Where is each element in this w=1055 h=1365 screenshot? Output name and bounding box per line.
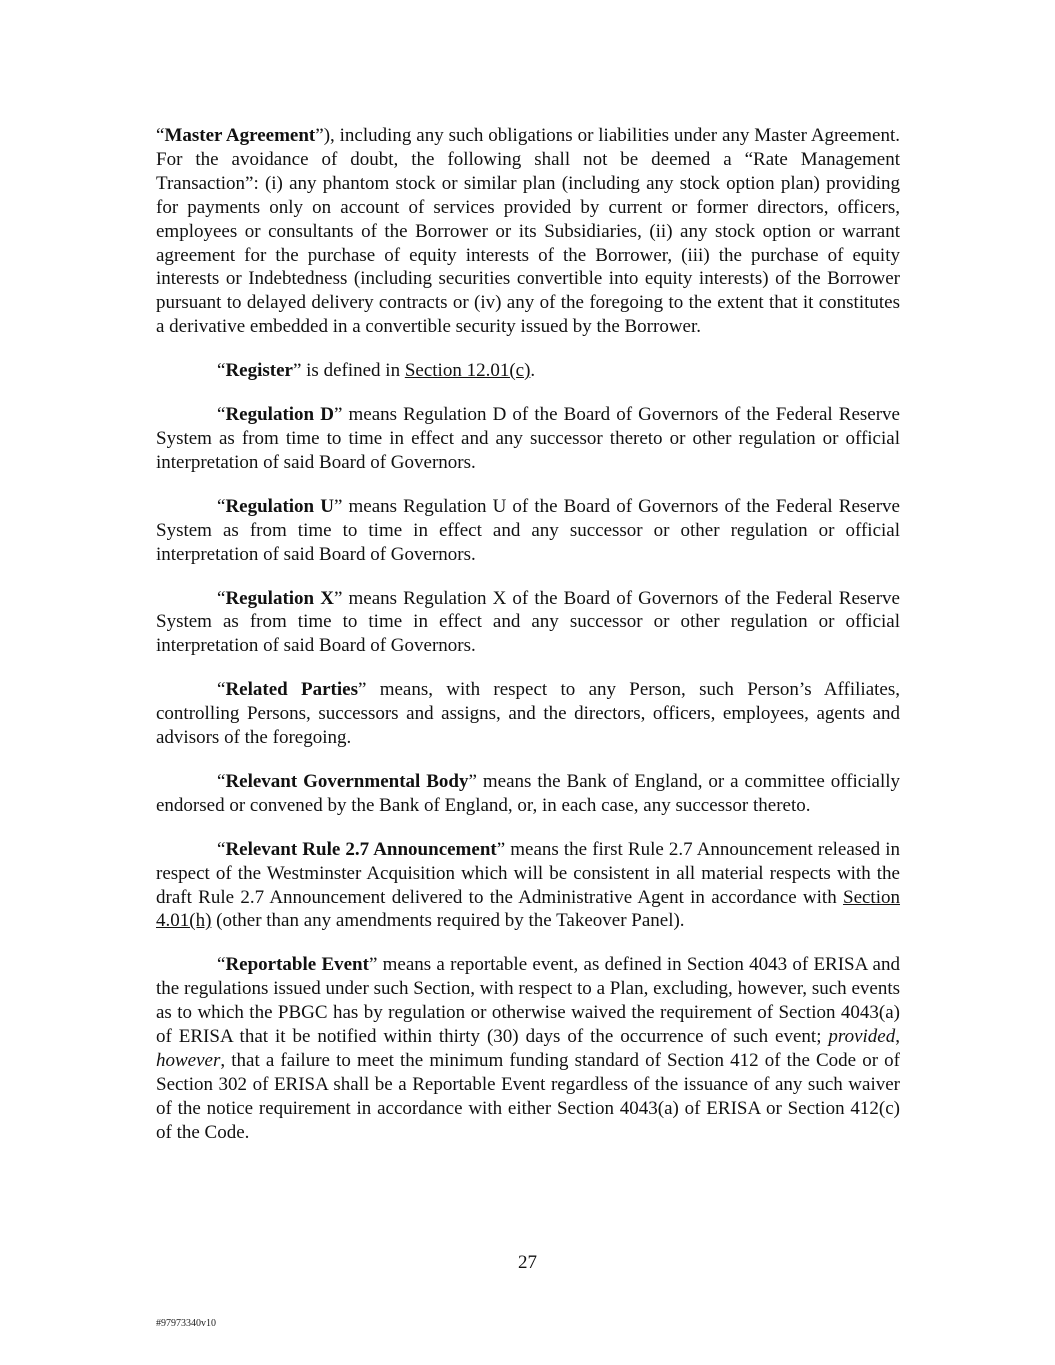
definition-relevant-governmental-body: “Relevant Governmental Body” means the Bank of England, or a committee officially endorsed or convened by the Bank of England, or, in each case, any successor thereto.	[156, 770, 900, 816]
defined-term: Reportable Event	[225, 954, 369, 976]
definition-regulation-d: “Regulation D” means Regulation D of the Board of Governors of the Federal Reserve System as from time to time in effect and any successor thereto or other regulation or official interpretation of said Board of Governors.	[156, 404, 900, 473]
page-number: 27	[518, 1252, 537, 1273]
definition-register: “Register” is defined in Section 12.01(c).	[217, 360, 536, 382]
section-reference-link[interactable]: Section 12.01(c)	[404, 360, 531, 382]
defined-term: Related Parties	[225, 679, 358, 701]
definition-relevant-rule-announcement: “Relevant Rule 2.7 Announcement” means the first Rule 2.7 Announcement released in respect of the Westminster Acquisition which will be consistent in all material respects with the draft Rule 2.7 Announcement delivered to the Administrative Agent in accordance with Section 4.01(h) (other than any amendments required by the Takeover Panel).	[156, 838, 900, 932]
section-reference-link[interactable]: Section 4.01(h)	[156, 886, 900, 932]
defined-term: Relevant Governmental Body	[225, 770, 469, 792]
document-id: #97973340v10	[156, 1318, 216, 1329]
defined-term: Regulation X	[225, 587, 334, 609]
italic-provided: provided	[828, 1026, 896, 1048]
definition-related-parties: “Related Parties” means, with respect to any Person, such Person’s Affiliates, controlling Persons, successors and assigns, and the directors, officers, employees, agents and advisors of the foregoing.	[156, 679, 900, 749]
italic-however: however	[156, 1050, 221, 1071]
definition-reportable-event: “Reportable Event” means a reportable event, as defined in Section 4043 of ERISA and the regulations issued under such Section, with respect to a Plan, excluding, however, such events as to which the PBGC has by regulation or otherwise waived the requirement of Section 4043(a) of ERISA that it be notified within thirty (30) days of the occurrence of such event; provided, however, that a failure to meet the minimum funding standard of Section 412 of the Code or of Section 302 of ERISA shall be a Reportable Event regardless of the issuance of any such waiver of the notice requirement in accordance with either Section 4043(a) of ERISA or Section 412(c) of the Code.	[156, 954, 900, 1143]
document-page	[156, 124, 900, 1165]
defined-term: Regulation D	[225, 404, 334, 426]
definition-regulation-x: “Regulation X” means Regulation X of the Board of Governors of the Federal Reserve System as from time to time in effect and any successor or other regulation or official interpretation of said Board of Governors.	[156, 587, 900, 657]
defined-term: Regulation U	[225, 495, 334, 517]
master-agreement-continuation: “Master Agreement”), including any such obligations or liabilities under any Master Agreement. For the avoidance of doubt, the following shall not be deemed a “Rate Management Transaction”: (i) any phantom stock or similar plan (including any stock option plan) providing for payments only on account of services provided by current or former directors, officers, employees or consultants of the Borrower or its Subsidiaries, (ii) any stock option or warrant agreement for the purchase of equity interests of the Borrower, (iii) the purchase of equity interests or Indebtedness (including securities convertible into equity interests) of the Borrower pursuant to delayed delivery contracts or (iv) any of the foregoing to the extent that it constitutes a derivative embedded in a convertible security issued by the Borrower.	[156, 125, 900, 338]
definition-regulation-u: “Regulation U” means Regulation U of the Board of Governors of the Federal Reserve System as from time to time in effect and any successor or other regulation or official interpretation of said Board of Governors.	[156, 495, 900, 565]
defined-term-master-agreement: Master Agreement	[164, 125, 316, 146]
defined-term: Register	[225, 360, 293, 382]
defined-term: Relevant Rule 2.7 Announcement	[225, 838, 497, 860]
